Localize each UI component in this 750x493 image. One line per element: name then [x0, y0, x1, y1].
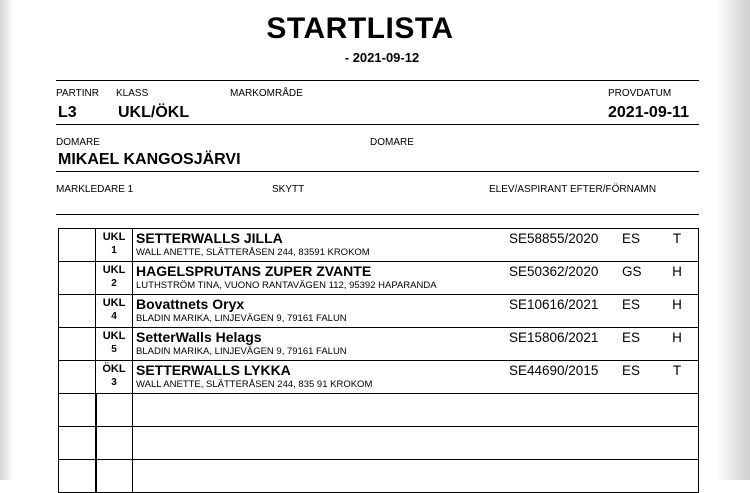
markledare-label: MARKLEDARE 1: [56, 184, 134, 195]
divider-domare: [56, 171, 699, 172]
skytt-label: SKYTT: [272, 184, 305, 195]
empty-cell: [59, 229, 96, 262]
sex-code: H: [672, 330, 682, 345]
entry-class: UKL: [102, 231, 126, 243]
entry-cell: [133, 262, 699, 295]
start-list-table: [58, 228, 699, 493]
table-row: [59, 229, 699, 262]
dog-name: SetterWalls Helags: [136, 329, 262, 345]
entry-cell: [133, 361, 699, 394]
entry-cell: [133, 295, 699, 328]
entry-cell: [133, 328, 699, 361]
sex-code: H: [672, 264, 682, 279]
entry-class: UKL: [102, 297, 126, 309]
entry-class: ÖKL: [102, 363, 126, 375]
page-edge-shadow-right: [716, 0, 750, 480]
sex-code: T: [672, 363, 682, 378]
klass-value: UKL/ÖKL: [118, 104, 190, 121]
empty-cell: [96, 394, 133, 427]
breed-code: ES: [622, 363, 641, 378]
breed-code: ES: [622, 297, 641, 312]
dog-name: HAGELSPRUTANS ZUPER ZVANTE: [136, 263, 372, 279]
markomrade-label: MARKOMRÅDE: [230, 88, 303, 99]
divider-top: [56, 80, 699, 81]
entry-cell: [133, 229, 699, 262]
divider-header: [56, 124, 699, 125]
breed-code: ES: [622, 330, 641, 345]
empty-cell: [59, 262, 96, 295]
empty-cell: [59, 328, 96, 361]
empty-cell: [96, 460, 133, 493]
sex-code: T: [672, 231, 682, 246]
dog-name: Bovattnets Oryx: [136, 296, 245, 312]
owner-info: LUTHSTRÖM TINA, VUONO RANTAVÄGEN 112, 95392 HAPARANDA: [136, 280, 437, 291]
entry-number: 1: [111, 245, 117, 256]
document-subtitle-date: - 2021-09-12: [344, 50, 420, 65]
provdatum-value: 2021-09-11: [608, 104, 689, 121]
table-row: [59, 328, 699, 361]
registration-number: SE15806/2021: [509, 330, 599, 345]
entry-number: 5: [111, 344, 117, 355]
entry-class: UKL: [102, 330, 126, 342]
owner-info: BLADIN MARIKA, LINJEVÄGEN 9, 79161 FALUN: [136, 346, 347, 357]
dog-name: SETTERWALLS JILLA: [136, 230, 283, 246]
owner-info: BLADIN MARIKA, LINJEVÄGEN 9, 79161 FALUN: [136, 313, 347, 324]
registration-number: SE44690/2015: [509, 363, 599, 378]
provdatum-label: PROVDATUM: [608, 88, 672, 99]
class-cell: [96, 295, 133, 328]
divider-markledare: [56, 214, 699, 215]
entry-number: 2: [111, 278, 117, 289]
empty-cell: [59, 460, 96, 493]
elev-aspirant-label: ELEV/ASPIRANT EFTER/FÖRNAMN: [489, 184, 657, 195]
breed-code: ES: [622, 231, 641, 246]
domare-2-label: DOMARE: [370, 137, 414, 148]
table-row: [59, 295, 699, 328]
empty-cell: [59, 295, 96, 328]
entry-number: 3: [111, 377, 117, 388]
empty-cell: [133, 427, 699, 460]
empty-cell: [133, 460, 699, 493]
empty-cell: [96, 427, 133, 460]
entry-class: UKL: [102, 264, 126, 276]
page-edge-shadow-left: [0, 0, 14, 480]
table-row-empty: [59, 460, 699, 493]
registration-number: SE10616/2021: [509, 297, 599, 312]
table-row: [59, 262, 699, 295]
partinr-value: L3: [58, 104, 77, 121]
empty-cell: [59, 361, 96, 394]
empty-cell: [59, 394, 96, 427]
table-row-empty: [59, 427, 699, 460]
empty-cell: [133, 394, 699, 427]
document-title: STARTLISTA: [266, 12, 454, 45]
entry-number: 4: [111, 311, 117, 322]
table-row-empty: [59, 394, 699, 427]
breed-code: GS: [622, 264, 642, 279]
registration-number: SE58855/2020: [509, 231, 599, 246]
registration-number: SE50362/2020: [509, 264, 599, 279]
class-cell: [96, 361, 133, 394]
class-cell: [96, 262, 133, 295]
table-row: [59, 361, 699, 394]
owner-info: WALL ANETTE, SLÄTTERÅSEN 244, 83591 KROKOM: [136, 247, 370, 258]
class-cell: [96, 328, 133, 361]
dog-name: SETTERWALLS LYKKA: [136, 362, 291, 378]
owner-info: WALL ANETTE, SLÄTTERÅSEN 244, 835 91 KROKOM: [136, 379, 373, 390]
domare-1-label: DOMARE: [56, 137, 100, 148]
sex-code: H: [672, 297, 682, 312]
empty-cell: [59, 427, 96, 460]
partinr-label: PARTINR: [56, 88, 99, 99]
domare-1-value: MIKAEL KANGOSJÄRVI: [58, 151, 241, 168]
klass-label: KLASS: [116, 88, 149, 99]
class-cell: [96, 229, 133, 262]
